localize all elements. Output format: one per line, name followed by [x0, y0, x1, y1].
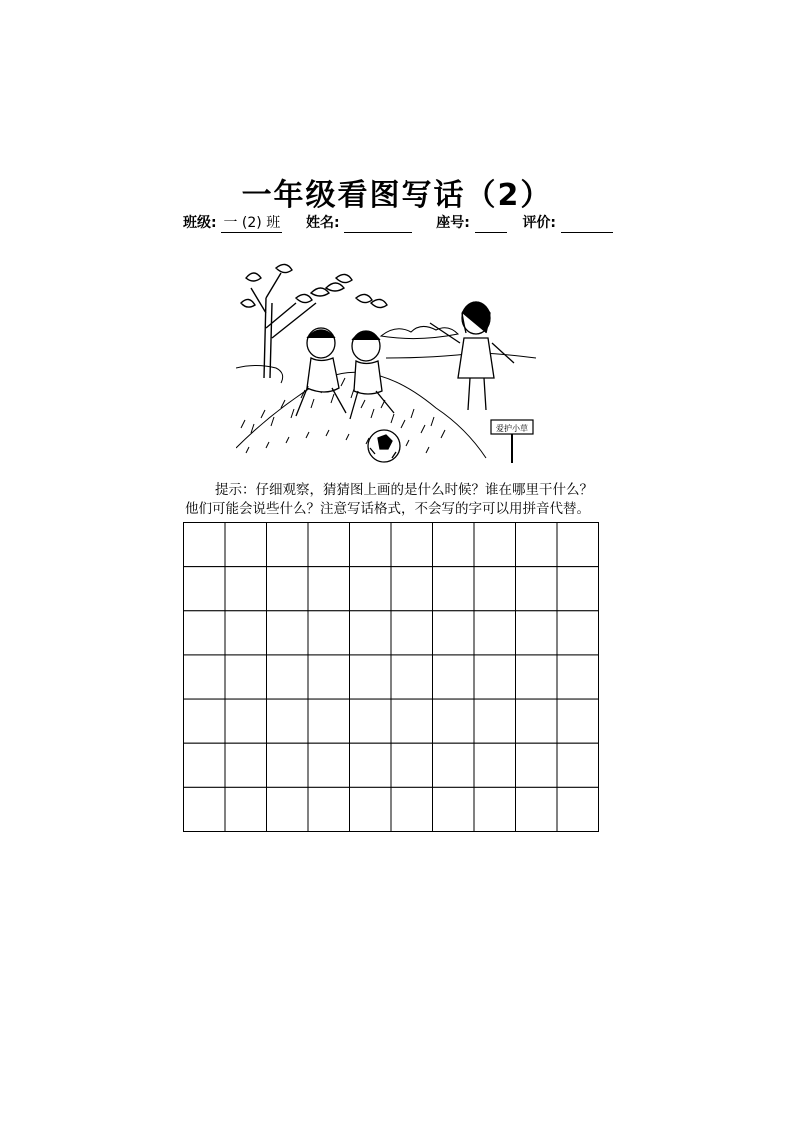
grid-cell[interactable] — [391, 567, 433, 611]
protect-grass-sign — [491, 420, 533, 463]
grid-cell[interactable] — [225, 655, 267, 699]
grid-cell[interactable] — [350, 611, 392, 655]
grid-cell[interactable] — [184, 743, 226, 787]
grid-cell[interactable] — [557, 655, 599, 699]
grid-cell[interactable] — [433, 611, 475, 655]
grid-cell[interactable] — [557, 567, 599, 611]
grade-label: 评价: — [522, 215, 557, 231]
grid-cell[interactable] — [225, 699, 267, 743]
page-title: 一年级看图写话（2） — [241, 178, 553, 213]
grid-cell[interactable] — [308, 787, 350, 831]
grid-cell[interactable] — [184, 699, 226, 743]
seat-blank[interactable] — [475, 217, 507, 233]
grid-cell[interactable] — [267, 655, 309, 699]
grid-cell[interactable] — [474, 787, 516, 831]
grid-cell[interactable] — [225, 743, 267, 787]
grid-cell[interactable] — [350, 699, 392, 743]
grid-cell[interactable] — [267, 611, 309, 655]
grid-cell[interactable] — [474, 655, 516, 699]
grid-cell[interactable] — [557, 699, 599, 743]
grid-cell[interactable] — [225, 523, 267, 567]
grid-cell[interactable] — [433, 523, 475, 567]
scene-illustration — [236, 258, 556, 470]
grid-cell[interactable] — [184, 611, 226, 655]
grid-cell[interactable] — [267, 743, 309, 787]
grid-cell[interactable] — [516, 743, 558, 787]
grid-cell[interactable] — [391, 611, 433, 655]
grid-cell[interactable] — [433, 655, 475, 699]
name-blank[interactable] — [344, 217, 412, 233]
grid-cell[interactable] — [308, 611, 350, 655]
grid-cell[interactable] — [350, 787, 392, 831]
grid-cell[interactable] — [516, 699, 558, 743]
grid-cell[interactable] — [391, 743, 433, 787]
grid-cell[interactable] — [391, 655, 433, 699]
grid-cell[interactable] — [433, 787, 475, 831]
hint-line-1: 提示：仔细观察，猜猜图上画的是什么时候？谁在哪里干什么？ — [215, 482, 593, 498]
grid-cell[interactable] — [516, 655, 558, 699]
grid-cell[interactable] — [308, 743, 350, 787]
boys-playing — [296, 328, 394, 419]
grid-cell[interactable] — [184, 787, 226, 831]
grade-blank[interactable] — [561, 217, 613, 233]
grid-cell[interactable] — [516, 523, 558, 567]
grid-cell[interactable] — [433, 743, 475, 787]
seat-label: 座号: — [436, 215, 470, 231]
grid-cell[interactable] — [474, 699, 516, 743]
sign-text: 爱护小草 — [496, 424, 528, 433]
grid-cell[interactable] — [474, 523, 516, 567]
grid-cell[interactable] — [184, 655, 226, 699]
grid-cell[interactable] — [391, 523, 433, 567]
grid-cell[interactable] — [350, 523, 392, 567]
grid-cell[interactable] — [474, 743, 516, 787]
grid-cell[interactable] — [474, 611, 516, 655]
grid-cell[interactable] — [184, 523, 226, 567]
grid-cell[interactable] — [267, 567, 309, 611]
class-label: 班级: — [183, 215, 217, 231]
grid-cell[interactable] — [516, 787, 558, 831]
grid-cell[interactable] — [391, 699, 433, 743]
grid-cell[interactable] — [350, 567, 392, 611]
grid-cell[interactable] — [184, 567, 226, 611]
name-label: 姓名: — [305, 215, 340, 231]
grid-cell[interactable] — [557, 743, 599, 787]
grid-cell[interactable] — [557, 611, 599, 655]
grid-cell[interactable] — [516, 567, 558, 611]
grid-cell[interactable] — [350, 743, 392, 787]
grid-cell[interactable] — [557, 787, 599, 831]
grid-cell[interactable] — [557, 523, 599, 567]
grid-cell[interactable] — [267, 699, 309, 743]
grid-cell[interactable] — [308, 699, 350, 743]
grid-cell[interactable] — [308, 523, 350, 567]
grid-cell[interactable] — [516, 611, 558, 655]
writing-grid[interactable] — [183, 522, 599, 832]
grid-cell[interactable] — [225, 567, 267, 611]
hint-line-2: 他们可能会说些什么？注意写话格式，不会写的字可以用拼音代替。 — [185, 501, 590, 517]
grid-cell[interactable] — [308, 655, 350, 699]
grid-cell[interactable] — [474, 567, 516, 611]
grid-cell[interactable] — [225, 787, 267, 831]
grid-cell[interactable] — [350, 655, 392, 699]
soccer-ball — [368, 430, 400, 462]
grid-cell[interactable] — [433, 567, 475, 611]
grid-cell[interactable] — [267, 523, 309, 567]
grid-cell[interactable] — [308, 567, 350, 611]
grid-cell[interactable] — [267, 787, 309, 831]
class-value: 一 (2) 班 — [221, 212, 282, 233]
student-info-row — [183, 212, 608, 233]
grid-cell[interactable] — [391, 787, 433, 831]
writing-hint — [185, 481, 605, 519]
grid-cell[interactable] — [433, 699, 475, 743]
grid-cell[interactable] — [225, 611, 267, 655]
